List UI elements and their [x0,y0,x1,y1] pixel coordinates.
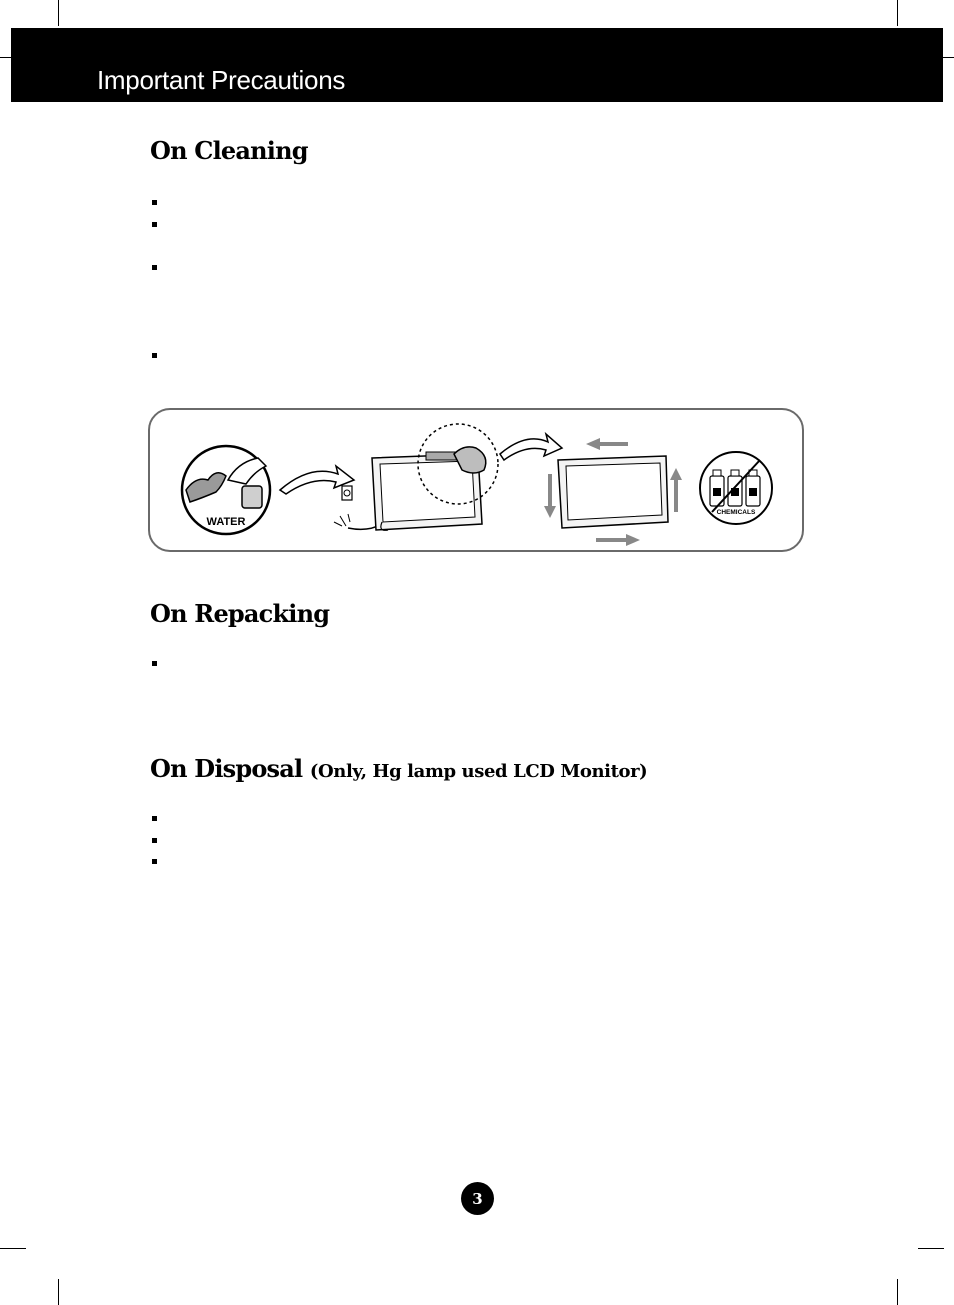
bullet [152,265,157,270]
disposal-heading [150,754,647,783]
page-title: Important Precautions [97,65,346,95]
cleaning-heading: On Cleaning [150,136,308,165]
cleaning-illustration [148,408,804,552]
chemicals-label: CHEMICALS [716,509,756,516]
monitor-icon [558,456,668,528]
water-label: WATER [206,516,246,528]
bullet [152,661,157,666]
crop-mark [897,1279,898,1305]
bullet [152,816,157,821]
disposal-heading-text: On Disposal [150,754,303,783]
page-number: 3 [461,1182,494,1215]
bullet [152,859,157,864]
curved-arrow-icon [500,434,562,460]
bullet [152,353,157,358]
crop-mark [897,0,898,26]
water-icon [182,446,270,534]
crop-mark [918,1248,944,1249]
crop-mark [0,1248,26,1249]
repacking-heading: On Repacking [150,599,330,628]
crop-mark [58,1279,59,1305]
bullet [152,838,157,843]
bullet [152,222,157,227]
bullet [152,200,157,205]
no-chemicals-icon [700,452,772,524]
crop-mark [58,0,59,26]
disposal-subheading: (Only, Hg lamp used LCD Monitor) [309,761,648,782]
header-bar [11,28,943,102]
